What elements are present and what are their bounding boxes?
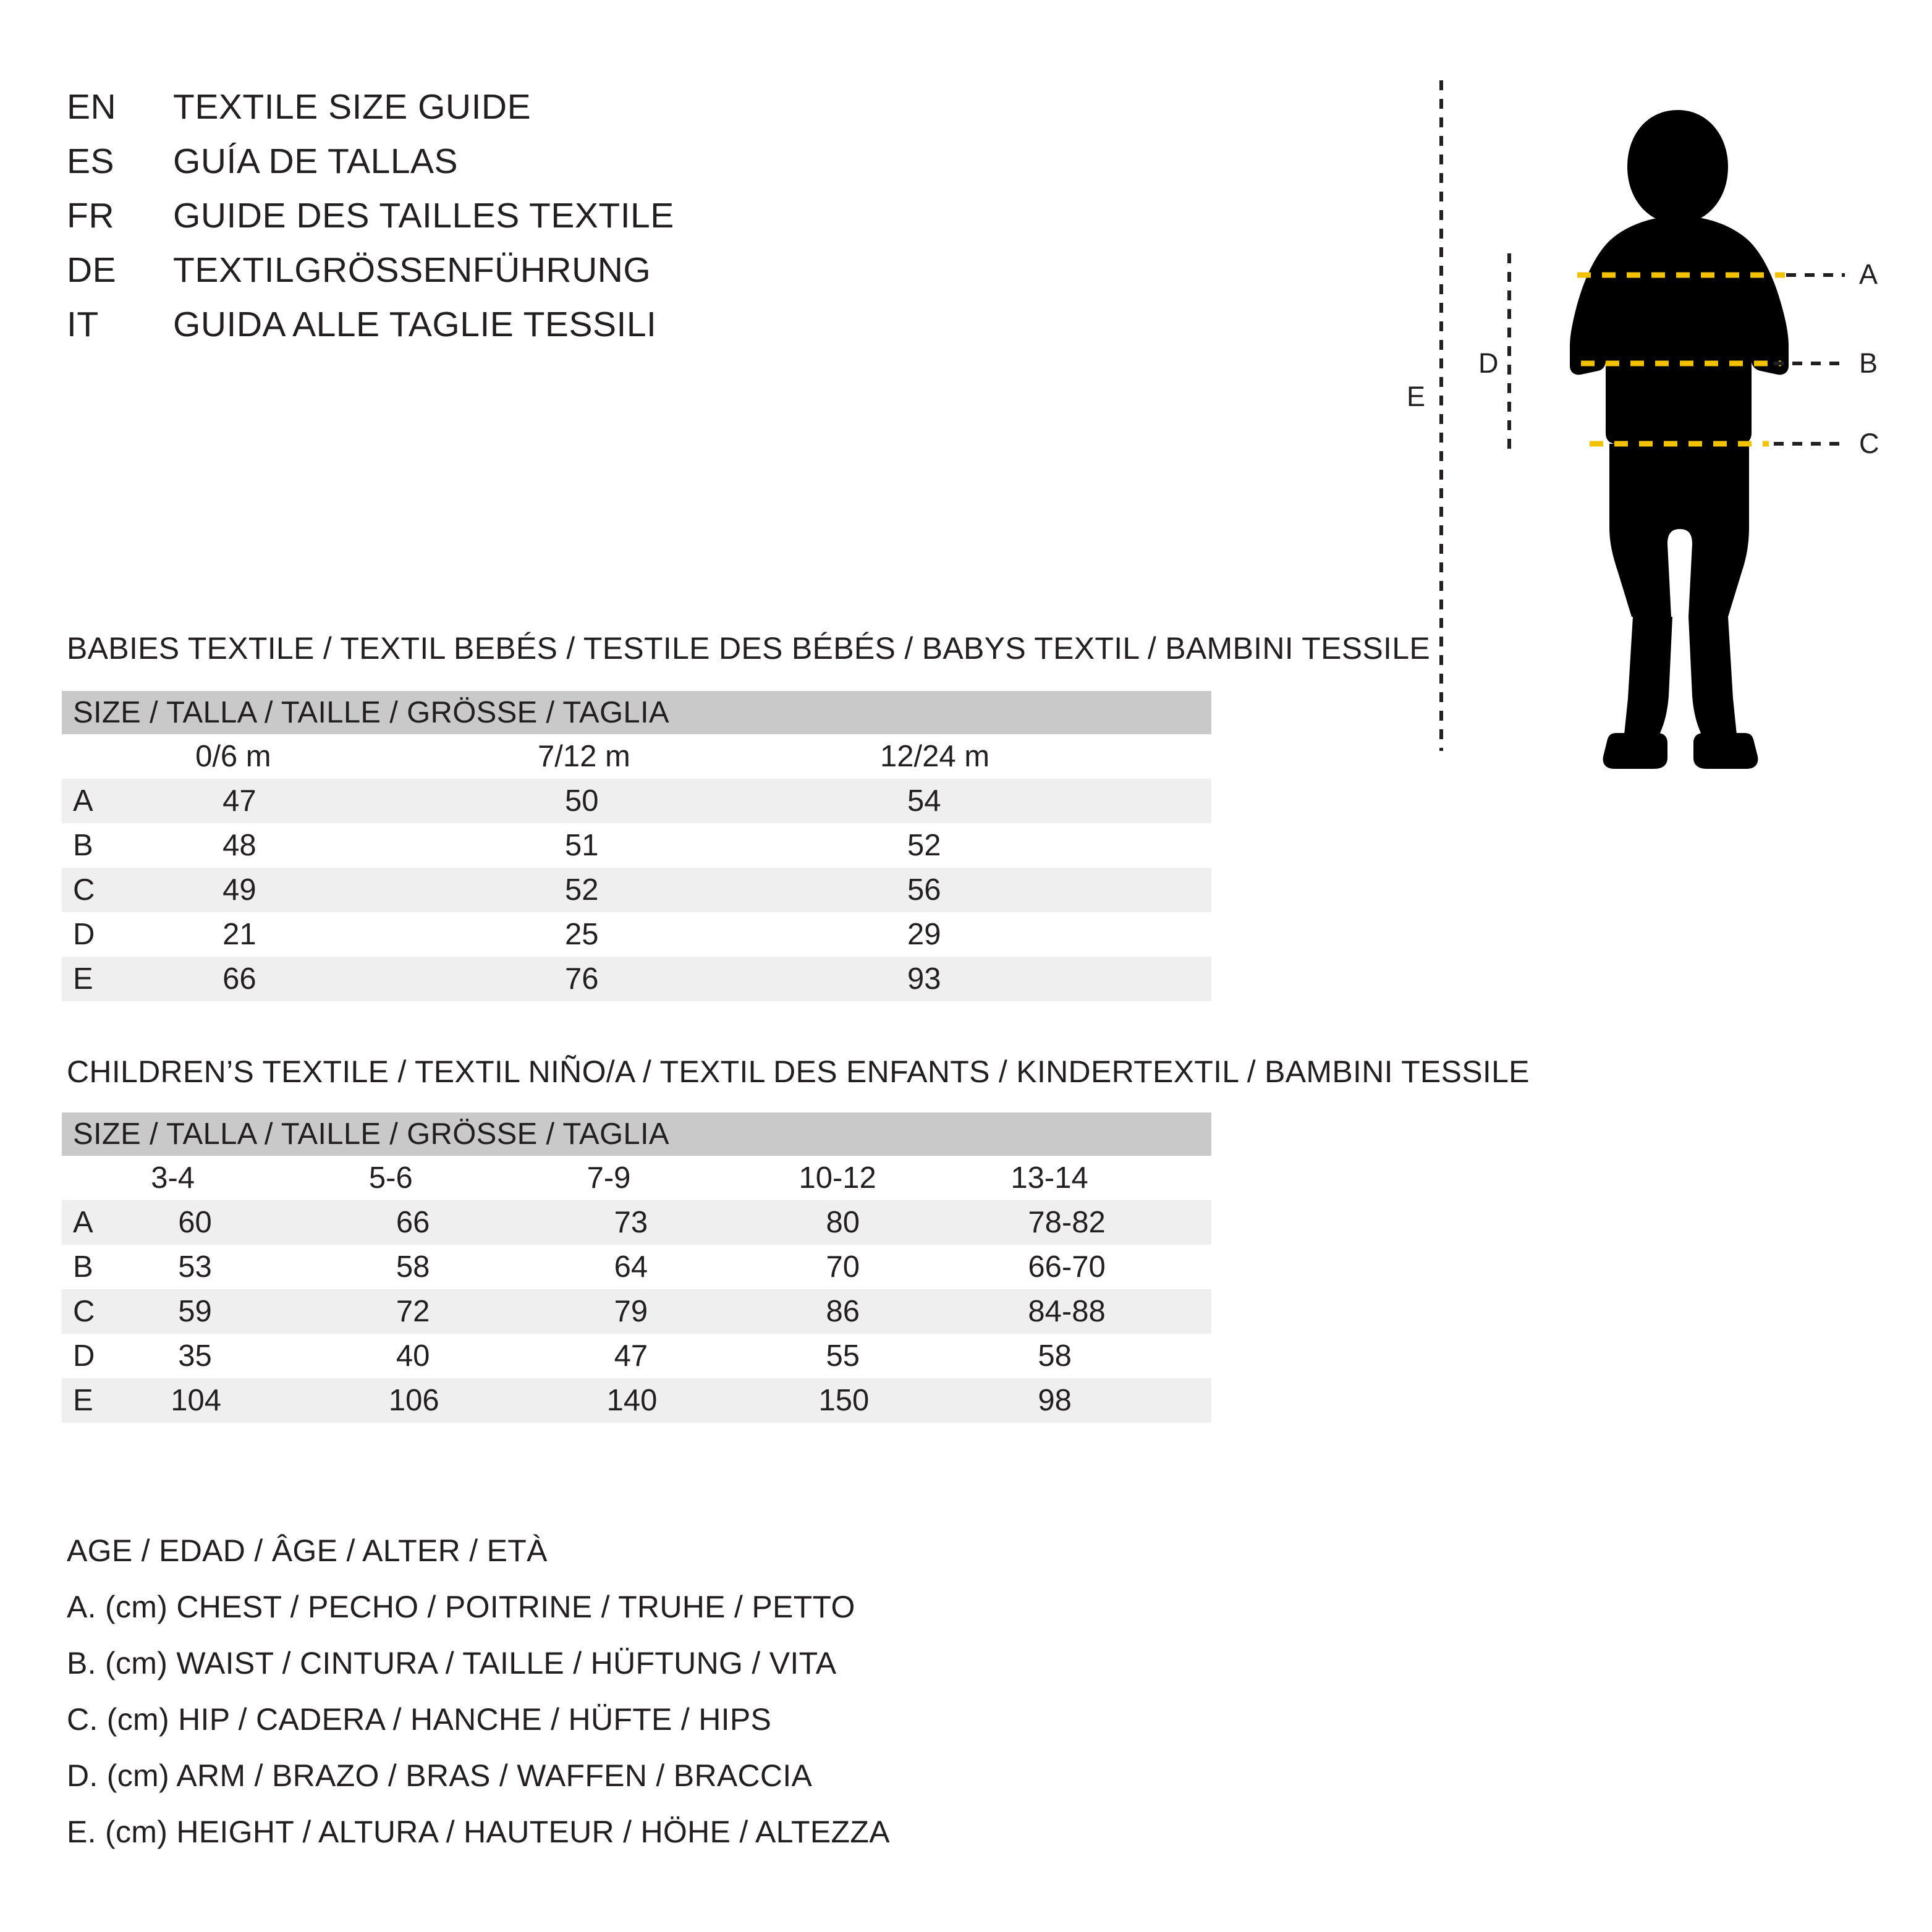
cell: 60 (140, 1200, 358, 1245)
children-size-table (62, 1112, 1211, 1423)
cell: 21 (184, 912, 527, 957)
label-b: B (1859, 347, 1878, 379)
legend-waist: B. (cm) WAIST / CINTURA / TAILLE / HÜFTUNG / VITA (67, 1646, 837, 1680)
cell: 66-70 (999, 1245, 1211, 1289)
babies-col-2: 12/24 m (869, 734, 1211, 779)
cell: 106 (358, 1378, 576, 1423)
table-row (62, 1289, 1211, 1334)
legend-hip: C. (cm) HIP / CADERA / HANCHE / HÜFTE / HIPS (67, 1702, 772, 1737)
label-e: E (1407, 381, 1426, 412)
cell: 104 (140, 1378, 358, 1423)
row-label: B (62, 1245, 140, 1289)
language-row-en (67, 87, 870, 127)
language-label: TEXTILGRÖSSENFÜHRUNG (173, 250, 651, 290)
babies-col-0: 0/6 m (184, 734, 527, 779)
cell: 84-88 (999, 1289, 1211, 1334)
row-label: A (62, 779, 184, 823)
cell: 47 (576, 1334, 788, 1378)
legend-height: E. (cm) HEIGHT / ALTURA / HAUTEUR / HÖHE / ALTEZZA (67, 1815, 890, 1849)
cell: 72 (358, 1289, 576, 1334)
language-title-list (67, 87, 870, 358)
cell: 53 (140, 1245, 358, 1289)
children-col-1: 5-6 (358, 1156, 576, 1200)
table-row (62, 1245, 1211, 1289)
cell: 58 (999, 1334, 1211, 1378)
children-col-4: 13-14 (999, 1156, 1211, 1200)
language-code: IT (67, 305, 99, 344)
children-col-0: 3-4 (140, 1156, 358, 1200)
cell: 56 (869, 868, 1211, 912)
children-size-header: SIZE / TALLA / TAILLE / GRÖSSE / TAGLIA (62, 1112, 1211, 1156)
language-row-de (67, 250, 870, 290)
cell: 35 (140, 1334, 358, 1378)
babies-col-1: 7/12 m (527, 734, 869, 779)
cell: 59 (140, 1289, 358, 1334)
cell: 80 (787, 1200, 999, 1245)
babies-size-table (62, 691, 1211, 1001)
row-label: B (62, 823, 184, 868)
cell: 140 (576, 1378, 788, 1423)
table-column-header-row (62, 734, 1211, 779)
table-row (62, 779, 1211, 823)
cell: 93 (869, 957, 1211, 1001)
legend-arm: D. (cm) ARM / BRAZO / BRAS / WAFFEN / BRACCIA (67, 1758, 813, 1793)
cell: 73 (576, 1200, 788, 1245)
language-label: GUIDE DES TAILLES TEXTILE (173, 196, 674, 235)
row-label: D (62, 912, 184, 957)
cell: 54 (869, 779, 1211, 823)
children-col-2: 7-9 (576, 1156, 788, 1200)
table-row (62, 868, 1211, 912)
label-a: A (1859, 258, 1878, 290)
children-section-title: CHILDREN’S TEXTILE / TEXTIL NIÑO/A / TEXTIL DES ENFANTS / KINDERTEXTIL / BAMBINI TESSILE (67, 1054, 1530, 1089)
cell: 86 (787, 1289, 999, 1334)
table-row (62, 912, 1211, 957)
language-label: GUIDA ALLE TAGLIE TESSILI (173, 305, 657, 344)
table-header-row (62, 691, 1211, 734)
language-label: TEXTILE SIZE GUIDE (173, 87, 532, 127)
measurement-figure (1403, 68, 1897, 766)
cell: 70 (787, 1245, 999, 1289)
cell: 150 (787, 1378, 999, 1423)
cell: 98 (999, 1378, 1211, 1423)
measurement-leader-lines (1403, 68, 1897, 766)
cell: 29 (869, 912, 1211, 957)
cell: 52 (527, 868, 869, 912)
cell: 40 (358, 1334, 576, 1378)
language-label: GUÍA DE TALLAS (173, 142, 459, 181)
row-label: A (62, 1200, 140, 1245)
label-c: C (1859, 428, 1879, 459)
cell: 48 (184, 823, 527, 868)
language-code: EN (67, 87, 117, 127)
cell: 50 (527, 779, 869, 823)
language-code: DE (67, 250, 117, 290)
table-row (62, 1200, 1211, 1245)
children-col-3: 10-12 (787, 1156, 999, 1200)
language-code: FR (67, 196, 114, 235)
babies-section-title: BABIES TEXTILE / TEXTIL BEBÉS / TESTILE DES BÉBÉS / BABYS TEXTIL / BAMBINI TESSILE (67, 631, 1430, 666)
cell: 51 (527, 823, 869, 868)
measurement-legend (67, 1533, 1426, 1870)
label-d: D (1478, 347, 1499, 379)
legend-age: AGE / EDAD / ÂGE / ALTER / ETÀ (67, 1533, 548, 1568)
table-row (62, 957, 1211, 1001)
cell: 58 (358, 1245, 576, 1289)
row-label: E (62, 1378, 140, 1423)
cell: 47 (184, 779, 527, 823)
cell: 66 (358, 1200, 576, 1245)
table-row (62, 823, 1211, 868)
language-row-it (67, 304, 870, 345)
cell: 79 (576, 1289, 788, 1334)
cell: 55 (787, 1334, 999, 1378)
cell: 78-82 (999, 1200, 1211, 1245)
cell: 52 (869, 823, 1211, 868)
table-row (62, 1334, 1211, 1378)
table-column-header-row (62, 1156, 1211, 1200)
row-label: C (62, 1289, 140, 1334)
language-row-fr (67, 195, 870, 236)
babies-size-header: SIZE / TALLA / TAILLE / GRÖSSE / TAGLIA (62, 691, 1211, 734)
cell: 76 (527, 957, 869, 1001)
table-header-row (62, 1112, 1211, 1156)
legend-chest: A. (cm) CHEST / PECHO / POITRINE / TRUHE / PETTO (67, 1590, 855, 1624)
language-code: ES (67, 142, 115, 181)
row-label: D (62, 1334, 140, 1378)
table-row (62, 1378, 1211, 1423)
cell: 66 (184, 957, 527, 1001)
row-label: E (62, 957, 184, 1001)
cell: 64 (576, 1245, 788, 1289)
cell: 49 (184, 868, 527, 912)
row-label: C (62, 868, 184, 912)
language-row-es (67, 141, 870, 182)
cell: 25 (527, 912, 869, 957)
